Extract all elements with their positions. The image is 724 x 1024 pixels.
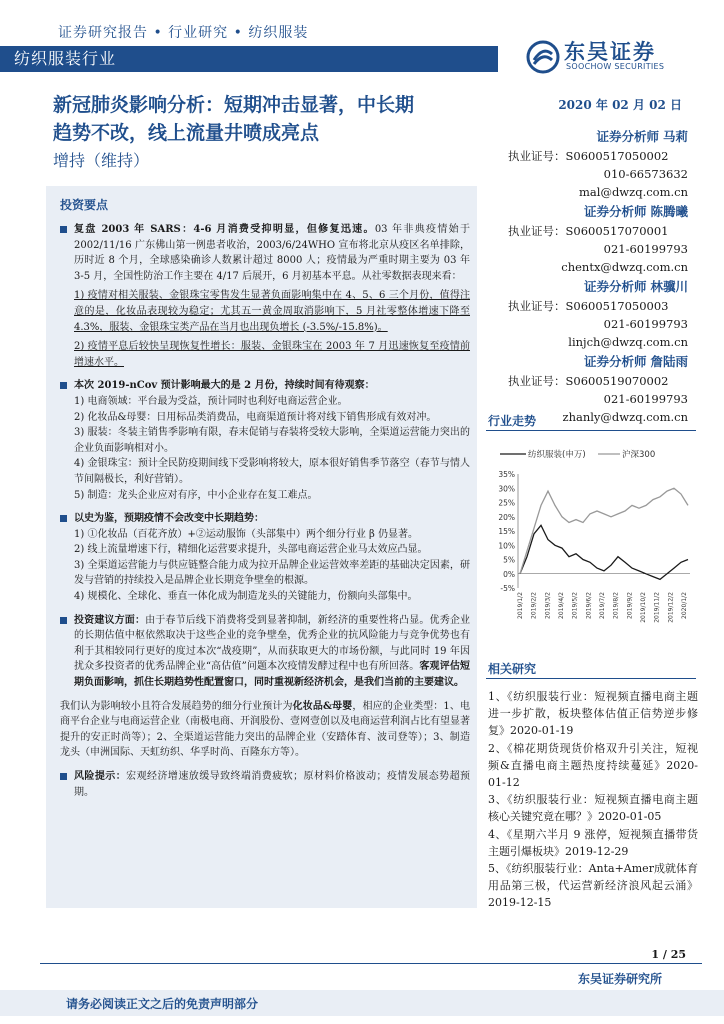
x-tick-label: 2019/1/2 — [517, 592, 524, 619]
summary-paragraph — [60, 613, 470, 691]
disclaimer-bar — [0, 990, 724, 1016]
report-date: 2020 年 02 月 02 日 — [558, 98, 682, 112]
related-item[interactable]: 3、《纺织服装行业：短视频直播电商主题核心关键究竟在哪？》2020-01-05 — [488, 793, 698, 824]
logo-chinese-name: 东吴证券 — [564, 40, 656, 64]
paragraph-body: 我们认为影响较小且符合发展趋势的细分行业预计为 — [60, 700, 293, 712]
x-tick-label: 2019/8/2 — [612, 592, 620, 619]
x-tick-label: 2020/1/2 — [681, 592, 688, 619]
report-title-line1: 新冠肺炎影响分析：短期冲击显著，中长期 — [53, 94, 415, 116]
series-line-1 — [520, 525, 688, 579]
paragraph-lead: 复盘 2003 年 SARS：4-6 月消费受抑明显，但修复迅速。 — [74, 224, 375, 235]
report-title-line2: 趋势不改，线上流量井喷成亮点 — [53, 122, 320, 144]
related-item[interactable]: 4、《星期六半月 9 涨停，短视频直播带货主题引爆板块》2019-12-29 — [488, 827, 698, 858]
footer-divider — [40, 963, 702, 964]
trend-divider — [486, 430, 696, 431]
x-tick-label: 2019/6/2 — [585, 592, 593, 619]
paragraph-lead: 本次 2019-nCov 预计影响最大的是 2 月份，持续时间有待观察： — [74, 380, 375, 392]
bullet-square-icon — [60, 515, 67, 522]
y-tick-label: 30% — [498, 484, 515, 494]
paragraph-emphasis: 客观评估短期负面影响，抓住长期趋势性配置窗口，同时重视新经济机会，是我们当前的主要建议。 — [74, 661, 470, 689]
analyst-role: 证券分析师 — [596, 129, 659, 144]
summary-paragraph — [60, 378, 470, 503]
trend-title: 行业走势 — [488, 414, 537, 428]
summary-paragraph — [60, 222, 470, 370]
bullet-square-icon — [60, 382, 67, 389]
analyst-phone: 021-60199793 — [603, 392, 688, 406]
paragraph-body: 由于春节后线下消费将受到显著抑制，新经济的重要性将凸显。优秀企业的长期估值中枢依然取决于这些企业的竞争壁垒，优秀企业的抗风险能力与竞争优势也有利于其相较同行更好的度过本次“战疫期”，从而获取更大的市场份额，与此同时 19 年因扰众多投资者的优秀品牌企业“高估值”问题本次疫情发酵过程中也有所回落。 — [74, 614, 471, 673]
list-item: 1) 电商领域：平台最为受益，预计同时也利好电商运营企业。 — [74, 395, 348, 407]
y-tick-label: 15% — [498, 527, 515, 536]
analyst-role: 证券分析师 — [583, 279, 647, 294]
analyst-cert: 执业证号：S0600517050003 — [508, 299, 669, 313]
y-tick-label: -5% — [500, 584, 515, 593]
list-item: 3) 服装：冬装主销售季影响有限，春末促销与春装将受较大影响，全渠道运营能力突出的企业负面影响相对小。 — [74, 427, 470, 454]
x-tick-label: 2019/2/2 — [530, 592, 538, 619]
summary-paragraph — [60, 769, 470, 800]
analyst-role: 证券分析师 — [583, 204, 647, 219]
chart-axes — [498, 470, 690, 623]
rating: 增持（维持） — [53, 151, 150, 170]
y-tick-label: 25% — [498, 498, 515, 508]
footer-institute: 东吴证券研究所 — [577, 972, 662, 986]
paragraph-body: 03 年非典疫情始于 2002/11/16 广东佛山第一例患者收治，2003/6/24WHO 宣布将北京从疫区名单排除，历时近 8 个月，全球感染确诊人数累计超过 8000 人；疫情最为严重时期主要为 03 年 3-5 月，全国性防治工作主要在 4/17 后展开，6 月初基本平息。从社零数据表现来看： — [74, 224, 470, 282]
y-tick-label: 5% — [503, 555, 515, 565]
analyst-email[interactable]: linjch@dwzq.com.cn — [568, 335, 688, 349]
logo-mark-icon — [526, 40, 560, 74]
chart-series — [520, 488, 688, 579]
investment-summary-content — [60, 222, 470, 808]
list-item: 5) 制造：龙头企业应对有序，中小企业存在复工难点。 — [74, 489, 318, 501]
related-divider — [486, 678, 696, 679]
analyst-block — [498, 276, 688, 351]
investment-summary-title: 投资要点 — [60, 198, 109, 212]
analyst-name: 詹陆雨 — [650, 354, 688, 369]
analyst-phone: 021-60199793 — [603, 317, 688, 331]
analyst-block — [498, 126, 688, 201]
related-research-list — [488, 688, 698, 912]
analyst-role: 证券分析师 — [583, 354, 647, 369]
paragraph-sub-item: 1) 疫情对相关服装、金银珠宝零售发生显著负面影响集中在 4、5、6 三个月份，值得注意的是，化妆品表现较为稳定；尤其五一黄金周取消影响下，5 月社零整体增速下降至 4.3%，服装、金银珠宝类产品在当月也出现负增长 (-3.5%/-15.8%)。 — [74, 290, 470, 333]
analyst-email[interactable]: mal@dwzq.com.cn — [579, 185, 688, 199]
x-tick-label: 2019/3/2 — [544, 592, 552, 619]
list-item: 4) 金银珠宝：预计全民防疫期间线下受影响将较大，原本很好销售季节落空（春节与情人节间隔极长，利好营销）。 — [74, 458, 470, 485]
paragraph-lead: 以史为鉴，预期疫情不会改变中长期趋势： — [74, 513, 264, 525]
y-tick-label: 0% — [503, 569, 515, 579]
analyst-cert: 执业证号：S0600517070001 — [508, 224, 669, 238]
chart-legend — [500, 449, 655, 460]
related-item[interactable]: 1、《纺织服装行业：短视频直播电商主题进一步扩散，板块整体估值正信势逆步修复》2020-01-19 — [488, 690, 698, 738]
bullet-square-icon — [60, 617, 67, 624]
y-tick-label: 20% — [498, 512, 515, 522]
list-item: 2) 线上流量增速下行，精细化运营要求提升，头部电商运营企业马太效应凸显。 — [74, 544, 428, 556]
legend-label-series1: 纺织服装(申万) — [528, 450, 586, 460]
analyst-phone: 021-60199793 — [603, 242, 688, 256]
analyst-block — [498, 201, 688, 276]
x-tick-label: 2019/10/2 — [640, 592, 647, 623]
industry-trend-chart — [486, 440, 698, 630]
analyst-name: 马莉 — [662, 129, 688, 144]
soochow-logo — [526, 36, 706, 76]
analyst-email[interactable]: zhanly@dwzq.com.cn — [562, 410, 688, 424]
report-category: 证券研究报告 • 行业研究 • 纺织服装 — [58, 25, 309, 41]
paragraph-body: ，相应的企业类型：1、电商平台企业与电商运营企业（南极电商、开润股份、壹网壹创以及电商运营利润占比有望显著提升的安正时尚等）；2、全渠道运营能力突出的品牌企业（安踏体育、波司登等）；3、制造龙头（申洲国际、天虹纺织、华孚时尚、百隆东方等）。 — [60, 700, 471, 759]
page-number: 1 / 25 — [651, 948, 686, 961]
y-tick-label: 10% — [498, 541, 515, 551]
related-item[interactable]: 2、《棉花期货现货价格双升引关注，短视频&直播电商主题热度持续蔓延》2020-01-12 — [488, 741, 698, 790]
y-tick-label: 35% — [498, 470, 515, 479]
analyst-list — [498, 126, 688, 426]
summary-paragraph — [60, 511, 470, 605]
list-item: 3) 全渠道运营能力与供应链整合能力成为拉开品牌企业运营效率差距的基础决定因素，研发与营销的持续投入是品牌企业长期竞争壁垒的根源。 — [74, 559, 470, 587]
bullet-square-icon — [60, 773, 67, 780]
x-tick-label: 2019/5/2 — [571, 592, 579, 619]
analyst-name: 林骥川 — [650, 279, 688, 294]
logo-english-name: SOOCHOW SECURITIES — [566, 62, 665, 71]
list-item: 2) 化妆品&母婴：日用标品类消费品，电商渠道预计将对线下销售形成有效对冲。 — [74, 411, 437, 423]
related-research-title: 相关研究 — [488, 662, 537, 676]
paragraph-body: 宏观经济增速放缓导致终端消费疲软；原材料价格波动；疫情发展态势超预期。 — [74, 771, 471, 798]
paragraph-lead: 风险提示： — [74, 771, 127, 782]
disclaimer-text: 请务必阅读正文之后的免责声明部分 — [66, 997, 259, 1011]
analyst-email[interactable]: chentx@dwzq.com.cn — [561, 260, 688, 274]
bullet-square-icon — [60, 226, 67, 233]
analyst-name: 陈腾曦 — [650, 204, 688, 219]
industry-banner: 纺织服装行业 — [0, 46, 498, 72]
summary-paragraph — [60, 699, 470, 761]
x-tick-label: 2019/12/2 — [667, 592, 675, 623]
series-line-2 — [520, 488, 688, 574]
related-item[interactable]: 5、《纺织服装行业：Anta+Amer成就体育用品第三极，代运营新经济浪风起云涌》2019-12-15 — [488, 862, 698, 910]
paragraph-emphasis: 化妆品&母婴 — [292, 700, 353, 712]
analyst-phone: 010-66573632 — [603, 167, 688, 181]
legend-label-series2: 沪深300 — [622, 450, 656, 460]
x-tick-label: 2019/11/2 — [653, 592, 661, 623]
paragraph-lead: 投资建议方面： — [74, 614, 146, 626]
x-tick-label: 2019/9/2 — [626, 592, 634, 619]
list-item: 4) 规模化、全球化、垂直一体化成为制造龙头的关键能力，份额向头部集中。 — [74, 591, 418, 603]
paragraph-sub-item: 2) 疫情平息后较快呈现恢复性增长：服装、金银珠宝在 2003 年 7 月迅速恢复至疫情前增速水平。 — [74, 341, 470, 368]
list-item: 1) ①化妆品（百花齐放）+②运动服饰（头部集中）两个细分行业 β 仍显著。 — [74, 528, 418, 540]
analyst-cert: 执业证号：S0600519070002 — [508, 374, 669, 388]
x-tick-label: 2019/7/2 — [599, 592, 606, 619]
x-tick-label: 2019/4/2 — [558, 592, 565, 619]
analyst-cert: 执业证号：S0600517050002 — [508, 149, 669, 163]
